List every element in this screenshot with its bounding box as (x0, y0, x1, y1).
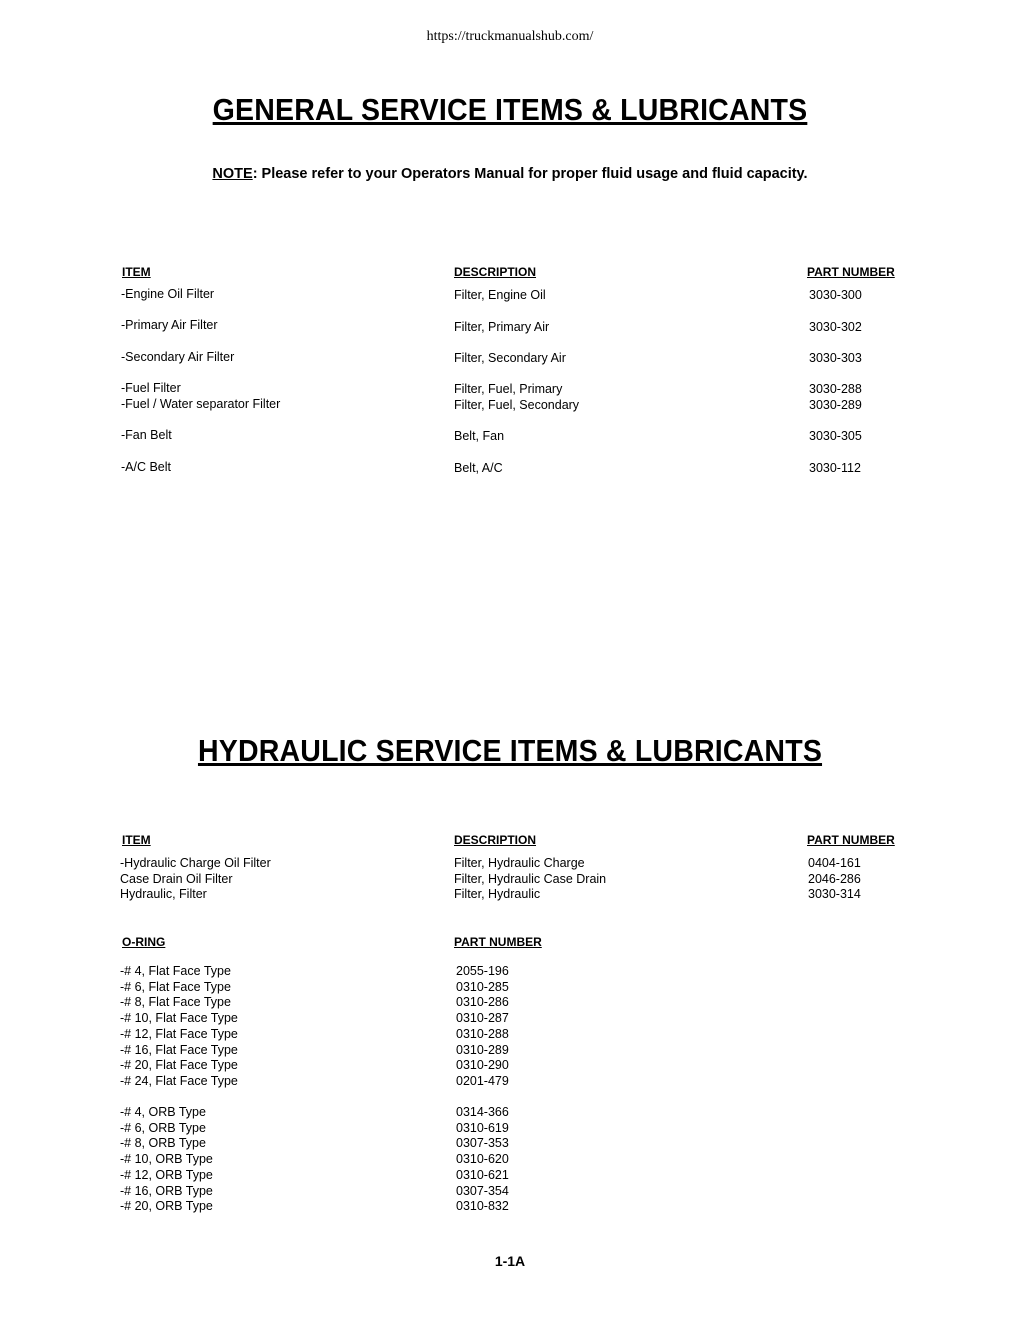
oring-name: -# 24, Flat Face Type (120, 1073, 238, 1088)
general-item-cell: -Secondary Air Filter (121, 350, 235, 364)
general-item-cell: -Fuel / Water separator Filter (121, 397, 281, 411)
oring-name: -# 20, Flat Face Type (120, 1058, 238, 1073)
oring-name: -# 4, ORB Type (120, 1105, 206, 1119)
oring-name: -# 10, ORB Type (120, 1152, 213, 1167)
general-item-cell: -Fan Belt (121, 428, 172, 442)
general-part-cell: 3030-288 (809, 382, 862, 396)
general-item-cell: -Fuel Filter (121, 381, 181, 395)
general-item-cell: -Engine Oil Filter (121, 287, 215, 301)
general-description-cell: Filter, Fuel, Secondary (454, 398, 580, 412)
oring-part: 0310-287 (456, 1011, 509, 1026)
hydraulic-part-cell: 2046-286 (808, 872, 861, 886)
general-description-header: DESCRIPTION (454, 265, 537, 279)
general-description-cell: Filter, Primary Air (454, 320, 550, 334)
hydraulic-item-cell: -Hydraulic Charge Oil Filter (120, 856, 271, 870)
oring-header: O-RING (122, 935, 166, 949)
oring-name: -# 6, ORB Type (120, 1120, 206, 1135)
general-item-cell: -Primary Air Filter (121, 318, 218, 332)
note-line (0, 166, 1020, 182)
hydraulic-item-cell: Hydraulic, Filter (120, 887, 207, 901)
oring-part: 0314-366 (456, 1105, 509, 1119)
oring-part: 0310-620 (456, 1152, 509, 1167)
general-part-cell: 3030-305 (809, 429, 862, 443)
oring-name: -# 8, ORB Type (120, 1136, 206, 1151)
oring-name: -# 4, Flat Face Type (120, 964, 231, 978)
general-item-cell: -A/C Belt (121, 460, 172, 474)
oring-name: -# 16, ORB Type (120, 1183, 213, 1198)
general-part-cell: 3030-303 (809, 351, 862, 365)
general-description-cell: Filter, Secondary Air (454, 351, 566, 365)
general-part-number-header: PART NUMBER (807, 265, 895, 279)
hydraulic-description-cell: Filter, Hydraulic Charge (454, 856, 585, 870)
note-label: NOTE (212, 166, 253, 182)
hydraulic-section-title: HYDRAULIC SERVICE ITEMS & LUBRICANTS (197, 733, 823, 768)
oring-name: -# 16, Flat Face Type (120, 1042, 238, 1057)
hydraulic-description-cell: Filter, Hydraulic Case Drain (454, 872, 607, 886)
note-text: : Please refer to your Operators Manual for proper fluid usage and fluid capacity. (252, 166, 808, 182)
oring-part: 0307-353 (456, 1136, 509, 1151)
oring-name: -# 6, Flat Face Type (120, 979, 231, 994)
general-part-cell: 3030-302 (809, 320, 862, 334)
oring-part: 0310-832 (456, 1199, 509, 1214)
oring-part: 0310-619 (456, 1120, 509, 1135)
oring-part: 0310-289 (456, 1042, 509, 1057)
general-description-cell: Filter, Engine Oil (454, 288, 546, 302)
oring-orb-list (120, 1105, 213, 1215)
general-part-cell: 3030-112 (809, 461, 861, 475)
general-section-title: GENERAL SERVICE ITEMS & LUBRICANTS (212, 92, 808, 127)
oring-part: 0310-285 (456, 979, 509, 994)
oring-part: 0201-479 (456, 1073, 509, 1088)
oring-part-number-header: PART NUMBER (454, 935, 542, 949)
general-description-cell: Belt, Fan (454, 429, 505, 443)
hydraulic-description-cell: Filter, Hydraulic (454, 887, 541, 901)
general-item-header: ITEM (122, 265, 151, 279)
oring-name: -# 12, ORB Type (120, 1167, 213, 1182)
general-part-cell: 3030-289 (809, 398, 862, 412)
oring-part: 0310-621 (456, 1167, 509, 1182)
oring-part: 0310-286 (456, 995, 509, 1010)
oring-name: -# 12, Flat Face Type (120, 1026, 238, 1041)
hydraulic-item-cell: Case Drain Oil Filter (120, 872, 233, 886)
page-number: 1-1A (494, 1253, 526, 1269)
oring-flat-face-parts (456, 964, 509, 1090)
oring-orb-parts (456, 1105, 509, 1215)
hydraulic-part-cell: 3030-314 (808, 887, 861, 901)
general-description-cell: Belt, A/C (454, 461, 503, 475)
hydraulic-description-header: DESCRIPTION (454, 833, 537, 847)
hydraulic-part-cell: 0404-161 (808, 856, 861, 870)
oring-flat-face-list (120, 964, 238, 1090)
general-description-cell: Filter, Fuel, Primary (454, 382, 563, 396)
oring-part: 0310-290 (456, 1058, 509, 1073)
oring-name: -# 8, Flat Face Type (120, 995, 231, 1010)
oring-name: -# 10, Flat Face Type (120, 1011, 238, 1026)
oring-name: -# 20, ORB Type (120, 1199, 213, 1214)
oring-part: 2055-196 (456, 964, 509, 978)
hydraulic-item-header: ITEM (122, 833, 151, 847)
source-url[interactable]: https://truckmanualshub.com/ (426, 29, 594, 44)
hydraulic-part-number-header: PART NUMBER (807, 833, 895, 847)
general-part-cell: 3030-300 (809, 288, 862, 302)
oring-part: 0307-354 (456, 1183, 509, 1198)
oring-part: 0310-288 (456, 1026, 509, 1041)
